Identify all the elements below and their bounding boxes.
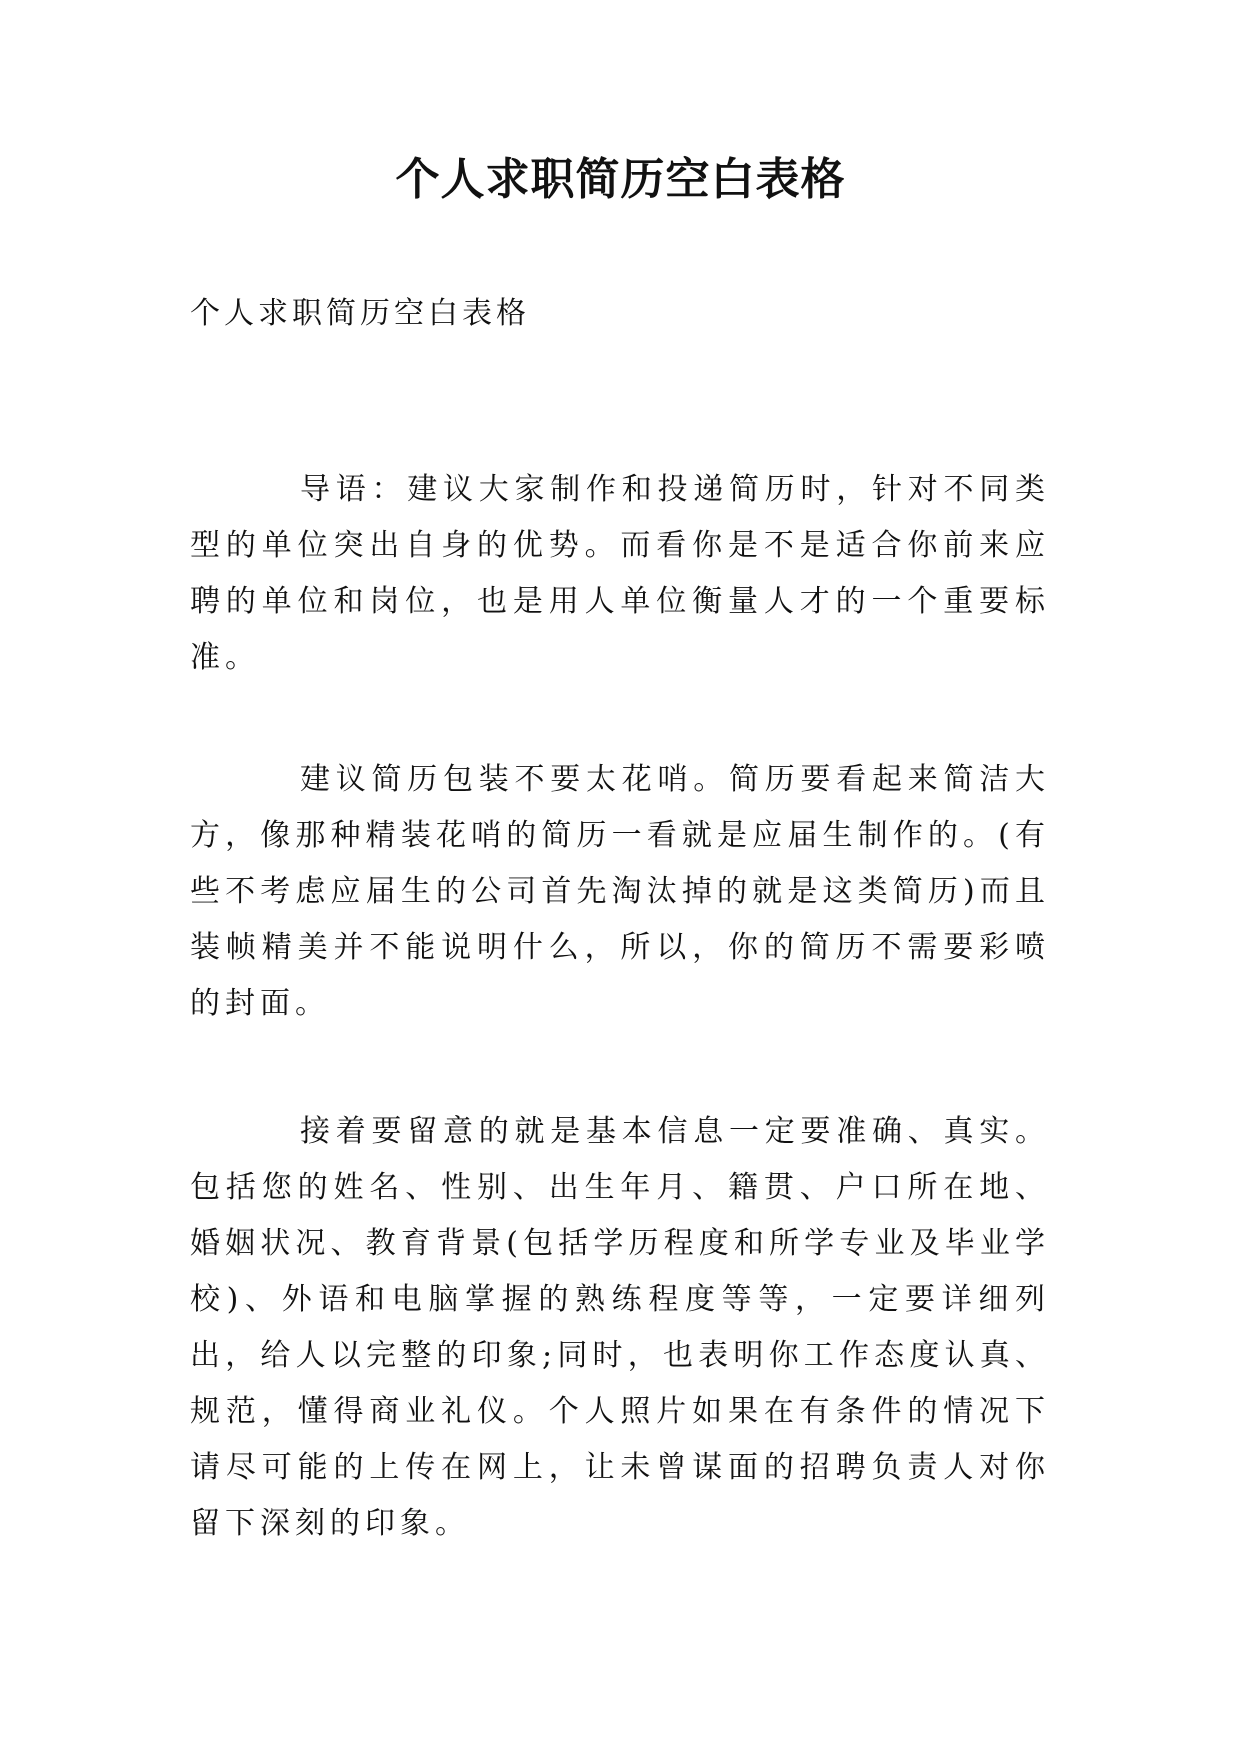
- paragraph-packaging: 建议简历包装不要太花哨。简历要看起来简洁大方，像那种精装花哨的简历一看就是应届生制作的。(有些不考虑应届生的公司首先淘汰掉的就是这类简历)而且装帧精美并不能说明什么，所以，你的简历不需要彩喷的封面。: [190, 762, 1050, 1021]
- document-subtitle: 个人求职简历空白表格: [190, 296, 530, 331]
- paragraph-basic-info: 接着要留意的就是基本信息一定要准确、真实。包括您的姓名、性别、出生年月、籍贯、户口所在地、婚姻状况、教育背景(包括学历程度和所学专业及毕业学校)、外语和电脑掌握的熟练程度等等，一定要详细列出，给人以完整的印象;同时，也表明你工作态度认真、规范，懂得商业礼仪。个人照片如果在有条件的情况下请尽可能的上传在网上，让未曾谋面的招聘负责人对你留下深刻的印象。: [190, 1114, 1050, 1541]
- paragraph-intro: 导语：建议大家制作和投递简历时，针对不同类型的单位突出自身的优势。而看你是不是适合你前来应聘的单位和岗位，也是用人单位衡量人才的一个重要标准。: [190, 472, 1050, 675]
- document-title: 个人求职简历空白表格: [395, 154, 846, 205]
